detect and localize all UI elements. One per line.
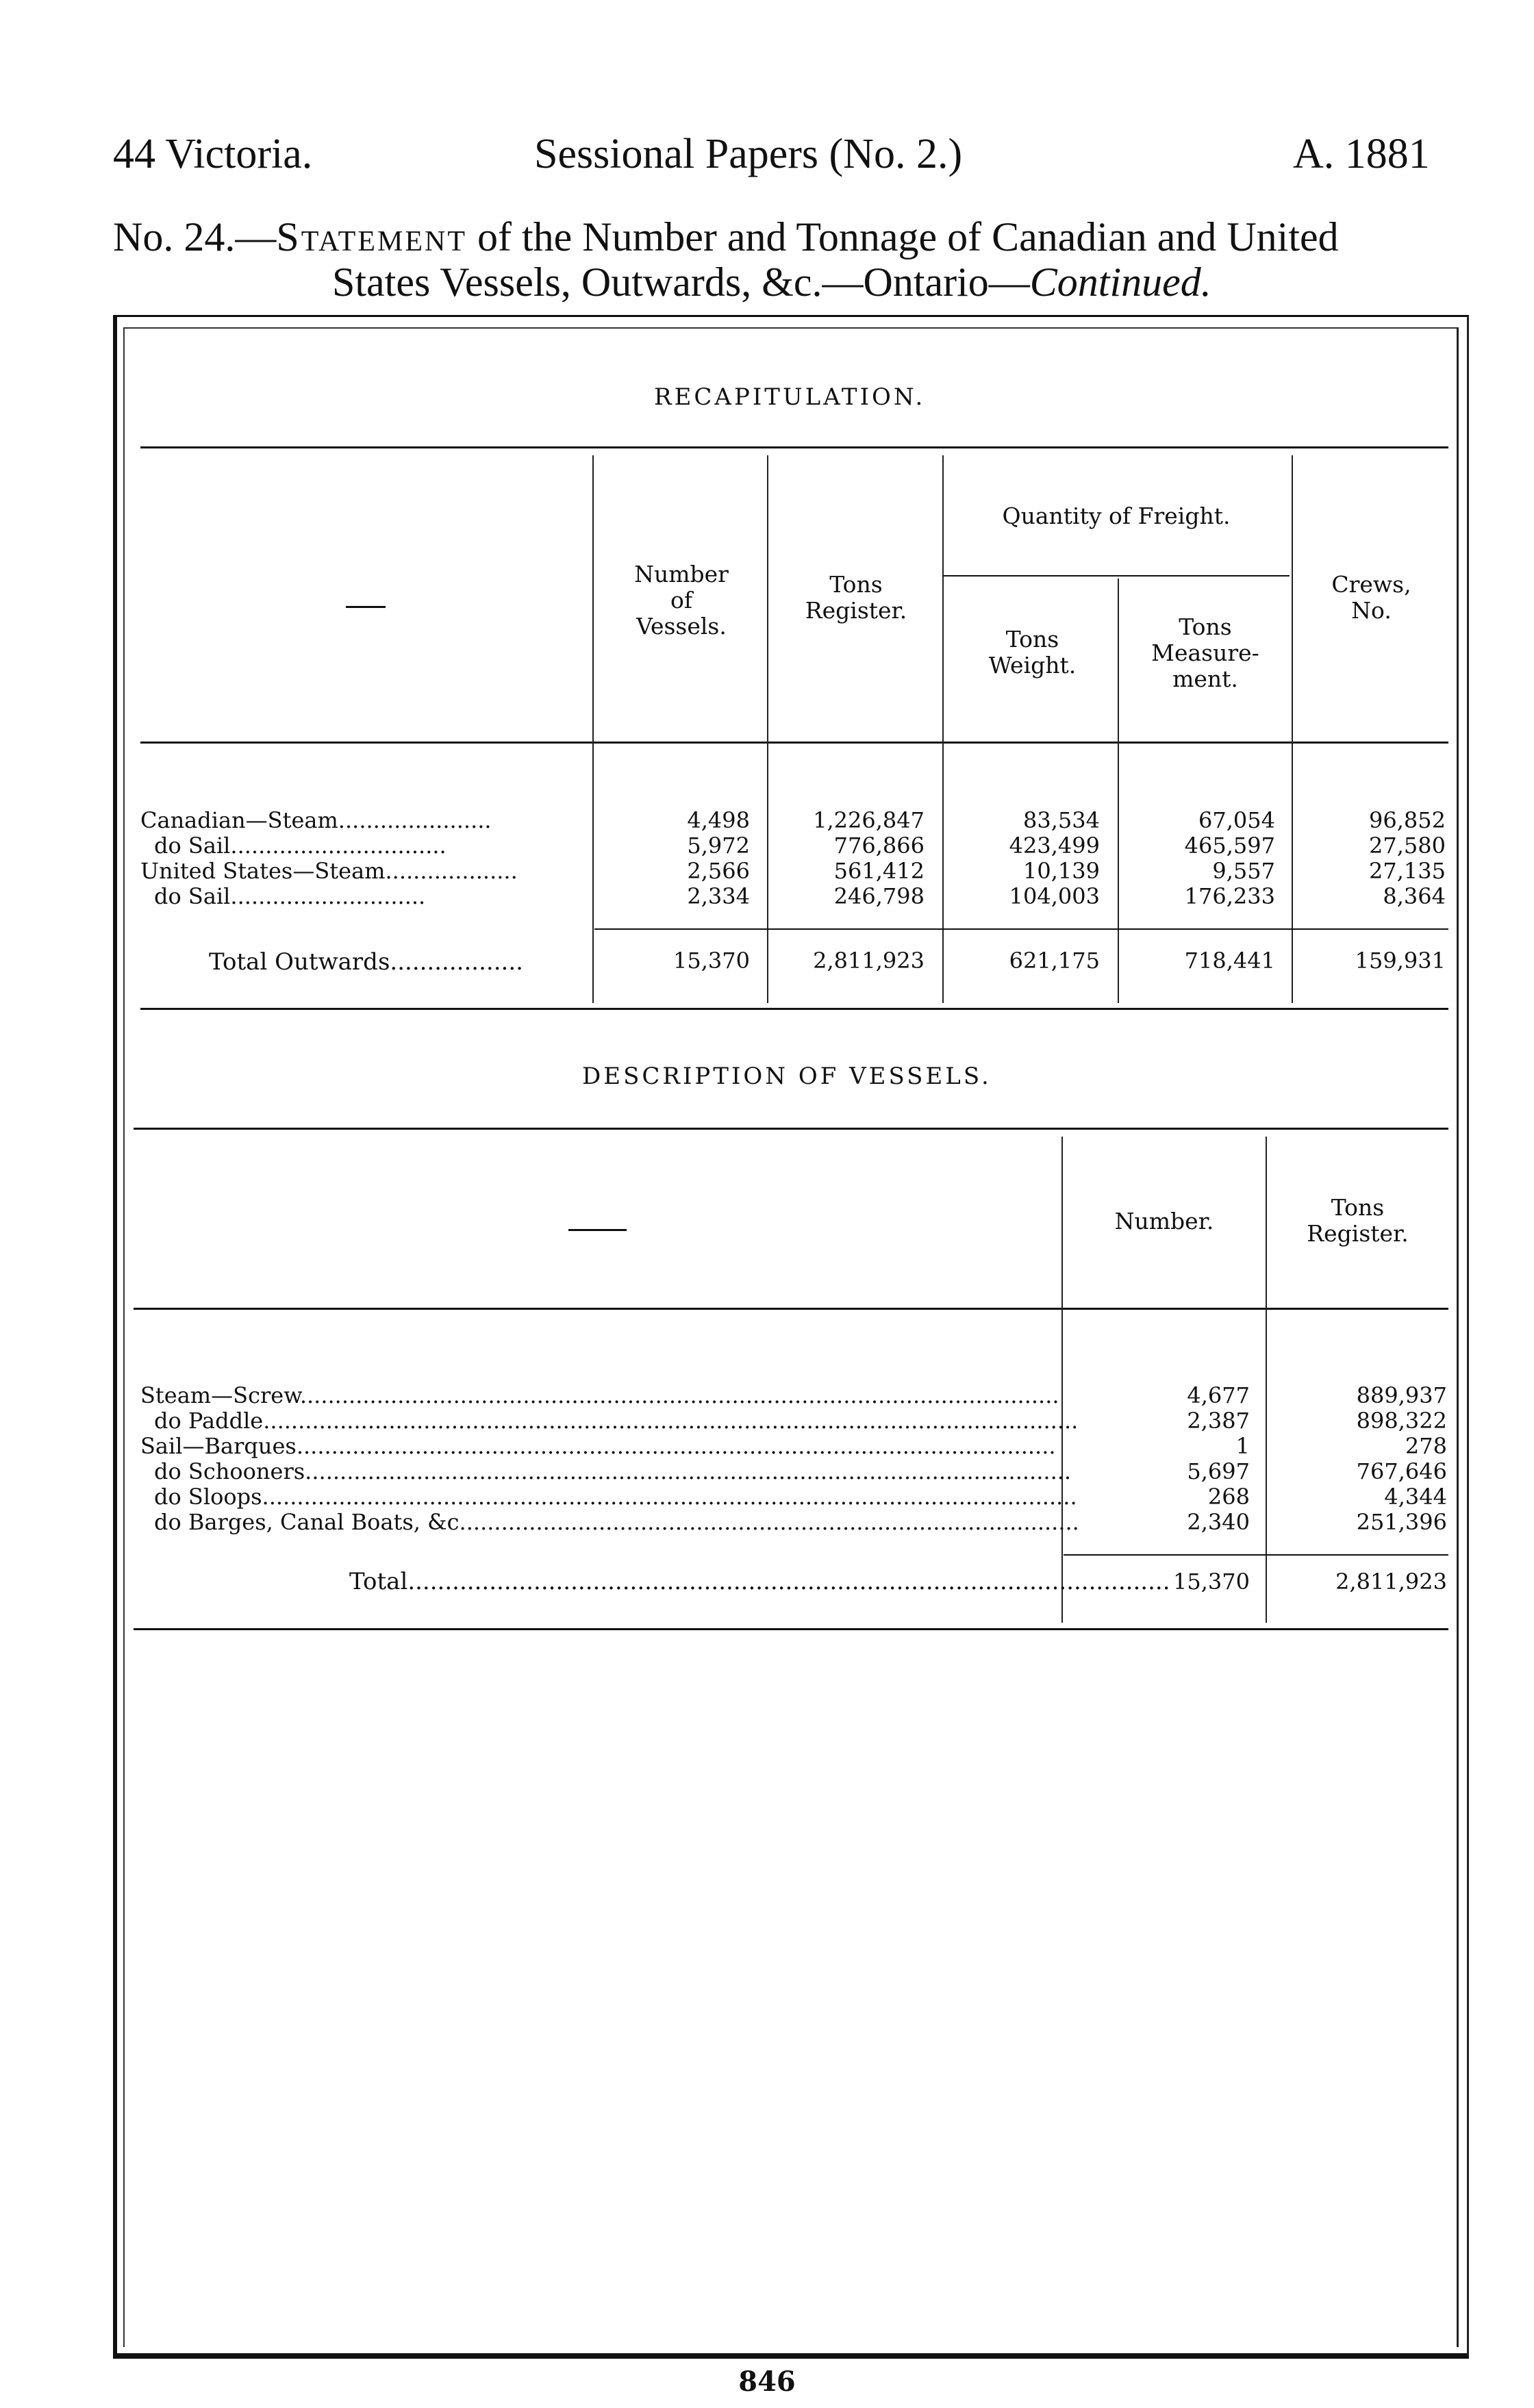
freight-subheader-rule: [944, 575, 1290, 576]
description-row-label: Sail—Barques.............................................................................................................: [140, 1433, 1056, 1459]
recap-row-measurement: 9,557: [1212, 858, 1275, 884]
description-row-label: do Barges, Canal Boats, &c.........................................................................................: [154, 1509, 1079, 1535]
description-row-label: Steam—Screw.............................................................................................................: [140, 1382, 1059, 1408]
header-left: 44 Victoria.: [113, 131, 313, 177]
col-crews-line-1: Crews,: [1331, 571, 1411, 598]
statement-title-line-1: [113, 214, 1339, 261]
col-desc-register-line-1: Tons: [1331, 1194, 1385, 1221]
recap-row-register: 561,412: [833, 858, 925, 884]
col-quantity-of-freight: Quantity of Freight.: [1002, 503, 1231, 529]
col-tons-measurement: [1120, 614, 1291, 692]
recap-vrule-3: [942, 455, 944, 1003]
description-row-register: 278: [1405, 1433, 1447, 1459]
description-row-number: 268: [1207, 1484, 1250, 1510]
recap-row-vessels: 4,498: [687, 807, 750, 833]
recap-row-register: 776,866: [833, 833, 925, 859]
recap-total-crews: 159,931: [1355, 948, 1446, 974]
col-measurement-line-3: ment.: [1172, 666, 1238, 692]
recap-row-weight: 104,003: [1009, 883, 1100, 909]
description-row-number: 2,387: [1187, 1408, 1250, 1434]
description-title: DESCRIPTION OF VESSELS.: [582, 1063, 992, 1090]
description-row-register: 889,937: [1356, 1382, 1447, 1408]
col-measurement-line-1: Tons: [1179, 613, 1232, 640]
description-row-number: 2,340: [1187, 1509, 1250, 1535]
recap-total-measurement: 718,441: [1184, 948, 1275, 974]
description-vrule-2: [1266, 1137, 1267, 1623]
description-total-label: Total.......................................................................................................: [349, 1568, 1170, 1595]
recap-bottom-rule: [140, 1008, 1448, 1010]
description-row-register: 4,344: [1384, 1484, 1447, 1510]
recap-total-weight: 621,175: [1009, 948, 1100, 974]
recap-row-crews: 27,135: [1369, 858, 1446, 884]
recapitulation-title: RECAPITULATION.: [654, 383, 926, 411]
recap-row-crews: 8,364: [1383, 883, 1446, 909]
description-row-number: 5,697: [1187, 1458, 1250, 1484]
recap-row-label: Canadian—Steam......................: [140, 807, 492, 833]
description-row-register: 767,646: [1356, 1458, 1447, 1484]
col-measurement-line-2: Measure-: [1151, 639, 1259, 666]
recap-row-weight: 10,139: [1023, 858, 1100, 884]
description-bottom-rule: [134, 1628, 1448, 1630]
recap-row-vessels: 2,334: [687, 883, 750, 909]
description-row-number: 4,677: [1187, 1382, 1250, 1408]
col-crews: [1294, 572, 1448, 624]
recap-vrule-2: [767, 455, 768, 1003]
recap-total-rule: [594, 928, 1448, 930]
recap-stub-dash: [346, 606, 386, 608]
col-number-of-vessels: [596, 561, 767, 639]
description-row-label: do Paddle.....................................................................................................................: [154, 1408, 1079, 1434]
recap-row-label: United States—Steam...................: [140, 858, 518, 884]
description-top-rule: [134, 1128, 1448, 1130]
page-number: 846: [738, 2366, 796, 2398]
description-row-label: do Sloops.....................................................................................................................: [154, 1484, 1077, 1510]
recap-row-crews: 27,580: [1369, 833, 1446, 859]
recap-header-rule: [140, 742, 1448, 744]
header-right: A. 1881: [1293, 131, 1430, 177]
col-desc-tons-register: [1267, 1195, 1448, 1247]
statement-word: Statement: [276, 214, 467, 259]
recap-row-register: 1,226,847: [813, 807, 925, 833]
recap-row-weight: 83,534: [1023, 807, 1100, 833]
recap-vrule-1: [592, 455, 594, 1003]
col-tons-register: [770, 572, 942, 624]
recap-row-measurement: 176,233: [1184, 883, 1275, 909]
recap-vrule-4: [1118, 579, 1119, 1003]
recap-row-vessels: 2,566: [687, 858, 750, 884]
col-number: Number.: [1114, 1208, 1214, 1234]
recap-row-measurement: 67,054: [1198, 807, 1275, 833]
description-total-register: 2,811,923: [1335, 1569, 1447, 1595]
recap-total-label: Total Outwards..................: [209, 948, 523, 976]
description-row-label: do Schooners..............................................................................................................: [154, 1458, 1072, 1484]
statement-number: No. 24.—: [113, 214, 277, 259]
description-row-register: 898,322: [1356, 1408, 1447, 1434]
description-header-rule: [134, 1308, 1448, 1310]
recap-row-weight: 423,499: [1009, 833, 1100, 859]
description-total-number: 15,370: [1173, 1569, 1250, 1595]
statement-title-line-2: [332, 259, 1211, 306]
description-total-rule: [1064, 1554, 1448, 1556]
title-continued: Continued.: [1029, 259, 1211, 305]
col-desc-register-line-2: Register.: [1307, 1220, 1409, 1247]
description-row-number: 1: [1235, 1433, 1250, 1459]
description-stub-dash: [568, 1229, 627, 1231]
recap-row-measurement: 465,597: [1184, 833, 1275, 859]
description-row-register: 251,396: [1356, 1509, 1447, 1535]
recap-row-label: do Sail............................: [154, 883, 426, 909]
col-vessels-line-2: of: [670, 587, 693, 613]
col-weight-line-1: Tons: [1005, 626, 1059, 652]
col-crews-line-2: No.: [1351, 597, 1392, 624]
title-rest-1: of the Number and Tonnage of Canadian and United: [466, 214, 1339, 259]
recap-row-crews: 96,852: [1369, 807, 1446, 833]
recap-row-label: do Sail...............................: [154, 833, 447, 859]
recap-total-register: 2,811,923: [813, 948, 925, 974]
col-vessels-line-1: Number: [634, 561, 729, 587]
col-vessels-line-3: Vessels.: [636, 613, 727, 639]
recap-top-rule: [140, 446, 1448, 448]
recap-vrule-5: [1292, 455, 1293, 1003]
title-line-2-text: States Vessels, Outwards, &c.—Ontario—: [332, 259, 1030, 305]
recap-row-vessels: 5,972: [687, 833, 750, 859]
col-register-line-1: Tons: [829, 571, 883, 598]
header-center: Sessional Papers (No. 2.): [534, 131, 963, 177]
col-weight-line-2: Weight.: [988, 652, 1077, 679]
recap-total-vessels: 15,370: [673, 948, 750, 974]
col-register-line-2: Register.: [805, 597, 907, 624]
col-tons-weight: [945, 626, 1120, 679]
description-vrule-1: [1061, 1137, 1063, 1623]
recap-row-register: 246,798: [833, 883, 925, 909]
